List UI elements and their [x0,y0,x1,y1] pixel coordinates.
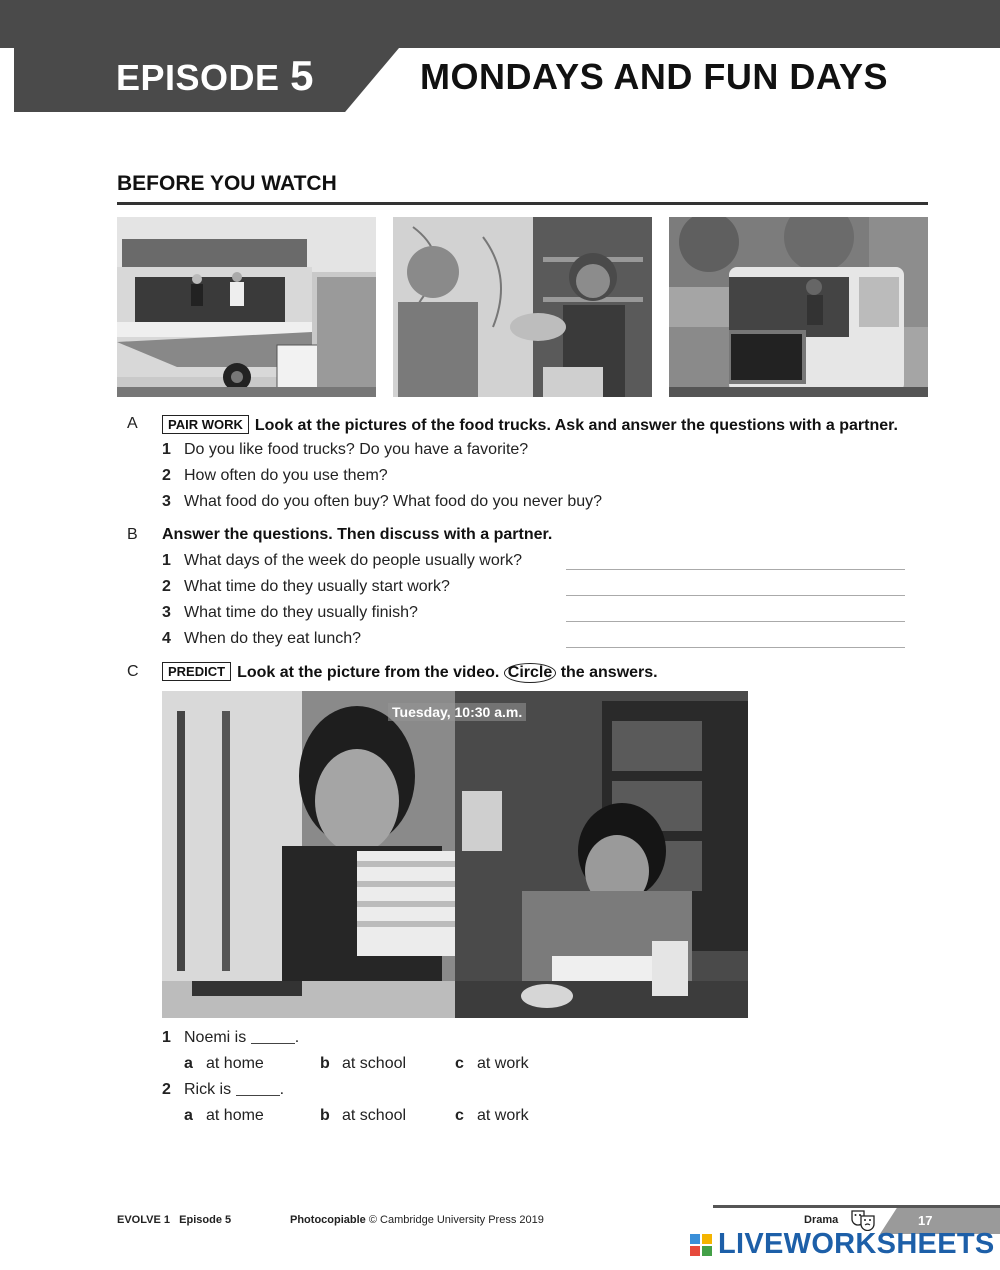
video-timestamp: Tuesday, 10:30 a.m. [388,703,526,721]
circle-word: Circle [504,663,556,683]
option-c[interactable] [455,1055,529,1073]
photocopiable-label: Photocopiable [290,1214,366,1226]
option-letter: b [320,1107,330,1124]
question-text: Noemi is [184,1029,247,1046]
food-truck-photo-3 [669,217,928,397]
item-number: 2 [162,1081,171,1098]
item-number: 1 [162,552,171,569]
option-letter: c [455,1107,464,1124]
copyright-text: © Cambridge University Press 2019 [368,1214,544,1226]
exercise-c-instruction-post: the answers. [560,664,658,681]
liveworksheets-brand[interactable]: LIVEWORKSHEETS [718,1228,995,1260]
episode-label [116,52,314,100]
item-text: How often do you use them? [184,467,388,484]
answer-blank[interactable] [251,1029,295,1044]
footer-episode: Episode 5 [179,1214,232,1226]
item-number: 2 [162,467,171,484]
option-b[interactable] [320,1055,406,1073]
option-text: at school [342,1107,407,1124]
food-truck-photo-2 [393,217,652,397]
answer-line-4[interactable] [566,647,905,648]
pair-work-tag: PAIR WORK [162,415,249,434]
option-c[interactable] [455,1107,529,1125]
header-bar [0,0,1000,48]
option-text: at school [342,1055,407,1072]
option-text: at work [477,1107,529,1124]
genre-text: Drama [804,1214,839,1226]
book-name: EVOLVE 1 [117,1214,170,1226]
exercise-a-letter: A [127,415,138,432]
genre-label [804,1214,838,1226]
item-text: When do they eat lunch? [184,630,362,647]
item-text: Do you like food trucks? Do you have a favorite? [184,441,529,458]
option-letter: a [184,1107,193,1124]
option-text: at home [206,1107,264,1124]
exercise-a-item [162,441,528,459]
option-letter: a [184,1055,193,1072]
footer-rule [713,1205,1000,1208]
item-text: What time do they usually finish? [184,604,418,621]
exercise-b-item [162,630,361,648]
predict-tag: PREDICT [162,662,231,681]
exercise-c-letter: C [127,663,139,680]
section-title: BEFORE YOU WATCH [117,172,337,195]
question-end: . [279,1081,285,1098]
exercise-c-instruction-line [162,662,658,683]
option-text: at work [477,1055,529,1072]
liveworksheets-logo-icon [690,1234,712,1256]
episode-number: 5 [290,52,314,99]
option-letter: c [455,1055,464,1072]
page-number: 17 [918,1213,933,1228]
answer-blank[interactable] [236,1081,280,1096]
footer-copyright [290,1214,544,1226]
exercise-c-question [162,1081,284,1099]
question-end: . [294,1029,300,1046]
exercise-b-letter: B [127,526,138,543]
exercise-b-item [162,552,522,570]
exercise-a-instruction: Look at the pictures of the food trucks. Ask and answer the questions with a partner. [254,417,898,434]
option-letter: b [320,1055,330,1072]
item-text: What food do you often buy? What food do you never buy? [184,493,603,510]
episode-word: EPISODE [116,57,280,98]
option-a[interactable] [184,1055,264,1073]
video-still [162,691,748,1018]
exercise-a-instruction-line [162,415,898,435]
answer-line-2[interactable] [566,595,905,596]
option-text: at home [206,1055,264,1072]
item-number: 4 [162,630,171,647]
exercise-b-item [162,604,418,622]
food-truck-photo-1 [117,217,376,397]
exercise-c-question [162,1029,299,1047]
option-b[interactable] [320,1107,406,1125]
episode-title: MONDAYS AND FUN DAYS [420,56,889,97]
item-number: 1 [162,441,171,458]
item-text: What days of the week do people usually work? [184,552,522,569]
exercise-b-item [162,578,450,596]
item-number: 1 [162,1029,171,1046]
exercise-c-instruction-pre: Look at the picture from the video. [237,664,500,681]
answer-line-3[interactable] [566,621,905,622]
footer-book [117,1214,231,1226]
option-a[interactable] [184,1107,264,1125]
item-number: 3 [162,604,171,621]
exercise-a-item [162,493,602,511]
section-rule [117,202,928,205]
exercise-a-item [162,467,388,485]
item-number: 3 [162,493,171,510]
item-text: What time do they usually start work? [184,578,450,595]
exercise-b-instruction: Answer the questions. Then discuss with a partner. [162,526,553,543]
answer-line-1[interactable] [566,569,905,570]
question-text: Rick is [184,1081,232,1098]
item-number: 2 [162,578,171,595]
